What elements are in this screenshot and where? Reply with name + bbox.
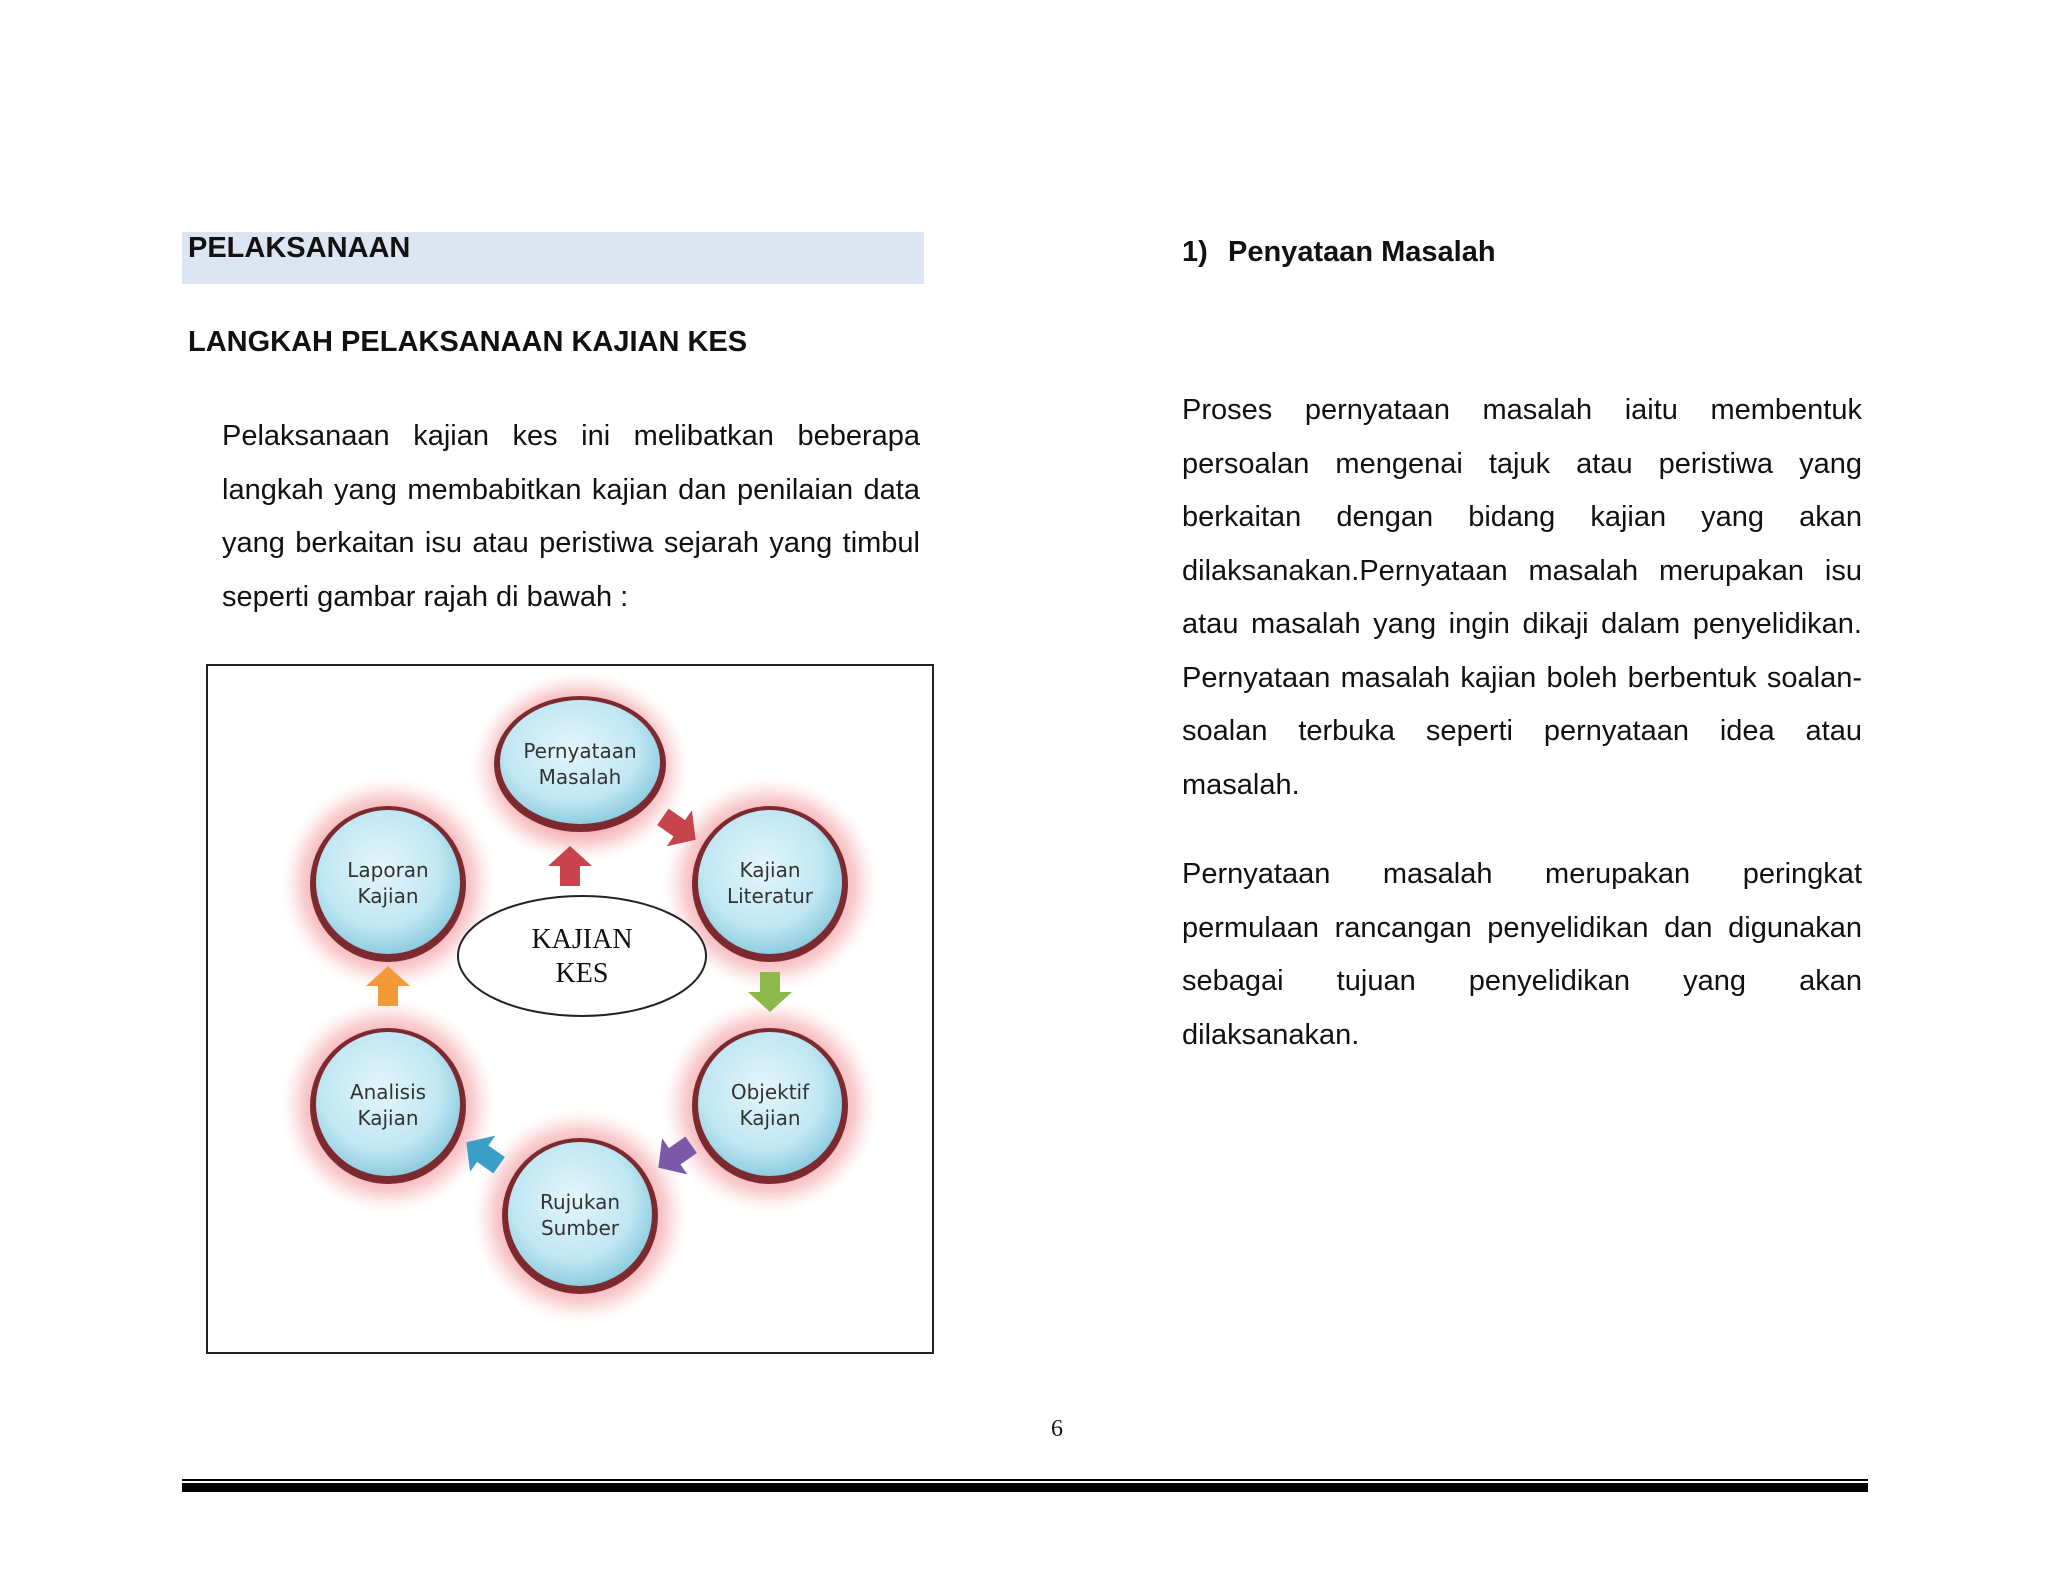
step-label-line2: Masalah	[538, 765, 622, 789]
center-node-kajian-kes	[458, 896, 706, 1016]
step-label-line2: Literatur	[726, 884, 814, 908]
center-label-line2: KES	[555, 958, 609, 989]
numbered-heading	[1182, 232, 1862, 272]
step-label-line1: Kajian	[739, 858, 801, 882]
subheading: LANGKAH PELAKSANAAN KAJIAN KES	[188, 326, 748, 358]
step-label-line2: Kajian	[357, 884, 419, 908]
step-label-line1: Laporan	[347, 858, 429, 882]
heading-text: Penyataan Masalah	[1228, 236, 1496, 268]
page-number: 6	[1051, 1416, 1063, 1442]
step-label-line1: Analisis	[349, 1080, 427, 1104]
intro-paragraph: Pelaksanaan kajian kes ini melibatkan beberapa langkah yang membabitkan kajian dan penilaian data yang berkaitan isu atau peristiwa sejarah yang timbul seperti gambar rajah di bawah :	[222, 420, 920, 613]
step-node-objektif-kajian	[662, 998, 878, 1214]
step-label-line2: Sumber	[540, 1216, 620, 1240]
step-node-pernyataan-masalah	[470, 671, 690, 863]
left-column	[182, 232, 924, 624]
step-label-line1: Objektif	[730, 1080, 810, 1104]
footer-rule-thin	[182, 1479, 1868, 1481]
right-column	[1182, 232, 1862, 1062]
footer-rule-thick	[182, 1483, 1868, 1492]
heading-number: 1)	[1182, 236, 1208, 268]
paragraph-1: Proses pernyataan masalah iaitu membentuk persoalan mengenai tajuk atau peristiwa yang berkaitan dengan bidang kajian yang akan dilaksanakan.Pernyataan masalah merupakan isu atau masalah yang ingin dikaji dalam penyelidikan. Pernyataan masalah kajian boleh berbentuk soalan-soalan terbuka seperti pernyataan idea atau masalah.	[1182, 394, 1862, 801]
step-label-line2: Kajian	[739, 1106, 801, 1130]
section-banner	[182, 232, 924, 284]
step-node-rujukan-sumber	[472, 1108, 688, 1324]
center-label-line1: KAJIAN	[531, 924, 633, 955]
step-label-line1: Pernyataan	[523, 739, 637, 763]
step-label-line2: Kajian	[357, 1106, 419, 1130]
paragraph-2: Pernyataan masalah merupakan peringkat permulaan rancangan penyelidikan dan digunakan sebagai tujuan penyelidikan yang akan dilaksanakan.	[1182, 858, 1862, 1051]
step-node-analisis-kajian	[280, 998, 496, 1214]
step-label-line1: Rujukan	[539, 1190, 621, 1214]
kajian-kes-diagram	[206, 664, 934, 1354]
section-title: PELAKSANAAN	[188, 232, 411, 264]
